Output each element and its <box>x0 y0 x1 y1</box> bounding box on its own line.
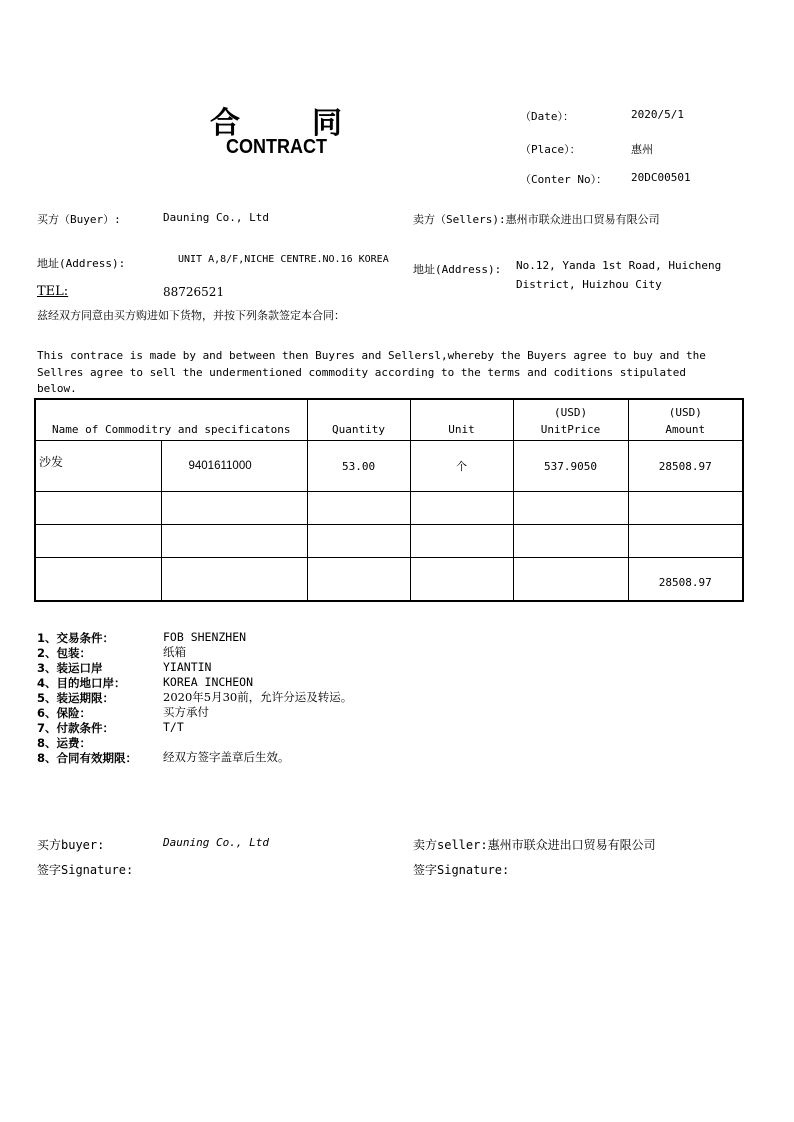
term-value-6: 买方承付 <box>163 705 209 719</box>
date-value: 2020/5/1 <box>631 108 684 121</box>
row-name: 沙发 <box>35 441 161 492</box>
place-label: （Place）： <box>520 143 581 156</box>
intro-en-line3: below. <box>37 382 77 395</box>
signature-seller-label: 卖方seller:惠州市联众进出口贸易有限公司 <box>413 838 656 852</box>
seller-address-line1: No.12, Yanda 1st Road, Huicheng <box>516 259 722 272</box>
header-unit-price <box>513 399 628 441</box>
intro-en-line1: This contrace is made by and between then Buyres and Sellersl,whereby the Buyers agree to buy and the <box>37 349 706 362</box>
term-label-6: 6、保险： <box>37 706 92 720</box>
date-label: （Date）： <box>520 110 574 123</box>
table-total-row <box>35 558 743 602</box>
tel-value: 88726521 <box>163 285 225 299</box>
signature-buyer-sign-label: 签字Signature: <box>37 863 134 877</box>
header-quantity: Quantity <box>307 399 410 441</box>
amount-label: Amount <box>665 423 706 436</box>
buyer-value: Dauning Co., Ltd <box>163 211 269 224</box>
place-value: 惠州 <box>631 143 653 156</box>
term-label-1: 1、交易条件： <box>37 631 115 645</box>
header-amount <box>628 399 743 441</box>
seller-label-row <box>413 211 660 227</box>
header-unit: Unit <box>410 399 513 441</box>
unit-price-label: UnitPrice <box>540 423 601 436</box>
table-header-row <box>35 399 743 441</box>
term-value-7: T/T <box>163 720 184 734</box>
seller-address-line2: District, Huizhou City <box>516 278 662 291</box>
term-value-9: 经双方签字盖章后生效。 <box>163 750 290 764</box>
row-code: 9401611000 <box>161 441 307 492</box>
term-label-2: 2、包装： <box>37 646 92 660</box>
header-name: Name of Commoditry and specificatons <box>35 399 307 441</box>
tel-label: TEL: <box>37 284 69 299</box>
table-row-empty <box>35 492 743 525</box>
term-value-5: 2020年5月30前，允许分运及转运。 <box>163 690 353 704</box>
row-unit-price: 537.9050 <box>513 441 628 492</box>
goods-table <box>34 398 744 602</box>
signature-seller-sign-label: 签字Signature: <box>413 863 510 877</box>
term-label-7: 7、付款条件： <box>37 721 115 735</box>
buyer-label: 买方（Buyer）: <box>37 213 121 226</box>
amount-currency: (USD) <box>668 406 702 419</box>
row-amount: 28508.97 <box>628 441 743 492</box>
term-label-4: 4、目的地口岸： <box>37 676 126 690</box>
row-quantity: 53.00 <box>307 441 410 492</box>
title-char-2: 同 <box>312 106 344 141</box>
row-unit: 个 <box>410 441 513 492</box>
term-label-9: 8、合同有效期限： <box>37 751 138 765</box>
contract-title-en: CONTRACT <box>226 136 327 158</box>
signature-buyer-label: 买方buyer: <box>37 838 105 852</box>
term-value-2: 纸箱 <box>163 645 186 659</box>
term-label-5: 5、装运期限： <box>37 691 115 705</box>
table-row-empty <box>35 525 743 558</box>
term-value-1: FOB SHENZHEN <box>163 630 247 644</box>
term-value-4: KOREA INCHEON <box>163 675 254 689</box>
term-label-3: 3、装运口岸 <box>37 661 103 675</box>
buyer-address-value: UNIT A,8/F,NICHE CENTRE.NO.16 KOREA <box>178 254 389 265</box>
seller-label: 卖方（Sellers): <box>413 213 506 226</box>
intro-cn: 兹经双方同意由买方购进如下货物，并按下列条款签定本合同： <box>37 309 345 322</box>
term-value-3: YIANTIN <box>163 660 212 674</box>
buyer-address-label: 地址(Address): <box>37 257 126 270</box>
intro-en-line2: Sellres agree to sell the undermentioned commodity according to the terms and coditions stipulated <box>37 366 687 379</box>
total-amount: 28508.97 <box>628 558 743 602</box>
contract-no-value: 20DC00501 <box>631 171 691 184</box>
signature-buyer-value: Dauning Co., Ltd <box>163 836 269 849</box>
term-label-8: 8、运费： <box>37 736 92 750</box>
contract-no-label: （Conter No）： <box>520 173 608 186</box>
unit-price-currency: (USD) <box>553 406 588 419</box>
table-row <box>35 441 743 492</box>
title-char-1: 合 <box>210 106 242 141</box>
seller-value: 惠州市联众进出口贸易有限公司 <box>505 213 660 226</box>
seller-address-label: 地址(Address): <box>413 263 502 276</box>
